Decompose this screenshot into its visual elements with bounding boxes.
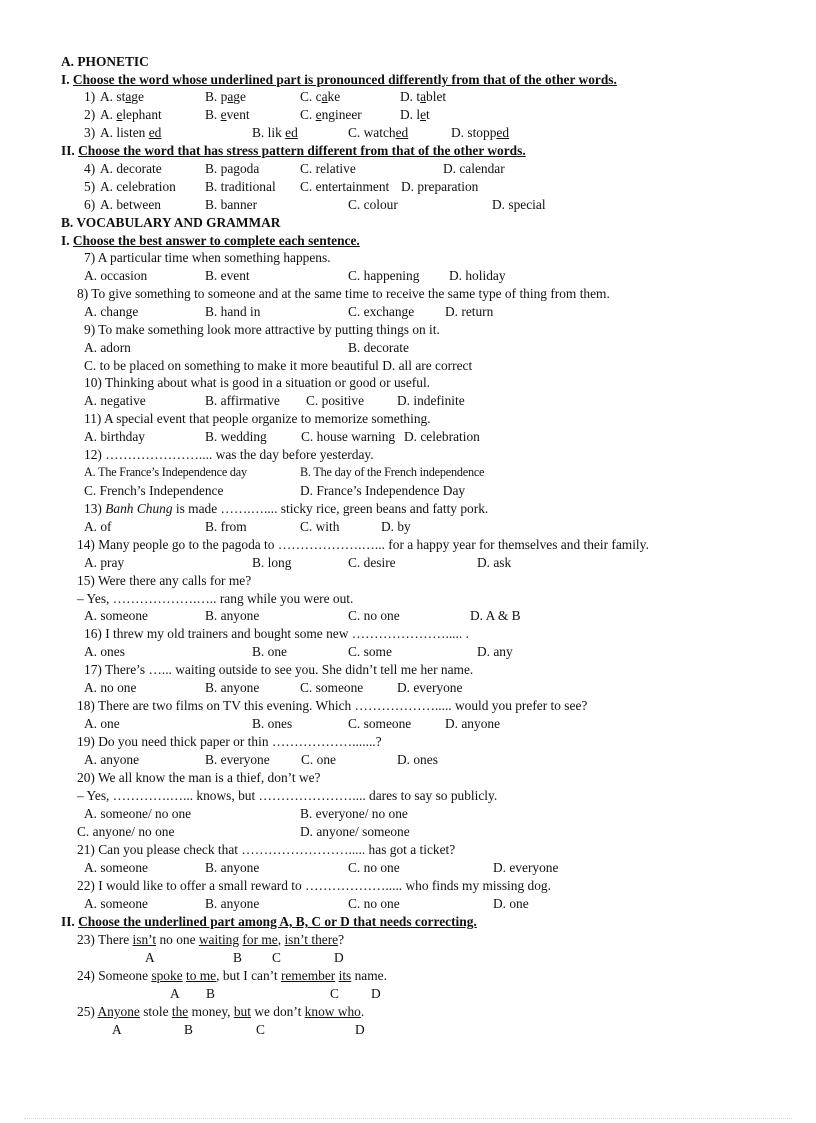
option: C. with bbox=[300, 519, 340, 534]
question-stem: 15) Were there any calls for me? bbox=[77, 573, 252, 588]
section-a-title: A. PHONETIC bbox=[61, 54, 149, 69]
question-number: 1) bbox=[84, 89, 96, 104]
option: D. everyone bbox=[493, 860, 559, 875]
option: A. of bbox=[84, 519, 112, 534]
option: A. one bbox=[84, 716, 120, 731]
option-letter: D bbox=[355, 1022, 365, 1037]
option: B. anyone bbox=[205, 680, 260, 695]
option: A. anyone bbox=[84, 752, 140, 767]
option: C. happening bbox=[348, 268, 420, 283]
section-b-title: B. VOCABULARY AND GRAMMAR bbox=[61, 215, 281, 230]
section-a-part2-heading: II. Choose the word that has stress pattern different from that of the other words. bbox=[61, 143, 526, 158]
question-number: 6) bbox=[84, 197, 96, 212]
option: B. anyone bbox=[205, 860, 260, 875]
option: C. one bbox=[301, 752, 336, 767]
question-stem: 20) We all know the man is a thief, don’t we? bbox=[77, 770, 321, 785]
option: A. decorate bbox=[100, 161, 162, 176]
option: B. banner bbox=[205, 197, 258, 212]
option: A. change bbox=[84, 304, 139, 319]
part-number: I. bbox=[61, 72, 70, 87]
option: C. some bbox=[348, 644, 392, 659]
option: B. everyone/ no one bbox=[300, 806, 408, 821]
question-stem: 14) Many people go to the pagoda to ……………….…... for a happy year for themselves and their family. bbox=[77, 537, 649, 552]
option: B. everyone bbox=[205, 752, 270, 767]
page-bottom-divider bbox=[24, 1118, 792, 1119]
option: B. hand in bbox=[205, 304, 261, 319]
option: C. watched bbox=[348, 125, 409, 140]
question-stem: 17) There’s …... waiting outside to see you. She didn’t tell me her name. bbox=[84, 662, 474, 677]
option: D. any bbox=[477, 644, 513, 659]
option: A. The France’s Independence day bbox=[84, 465, 247, 479]
option: B. event bbox=[205, 268, 250, 283]
error-sentence: 25) Anyone stole the money, but we don’t know who. bbox=[77, 1004, 365, 1019]
option-letter: A bbox=[112, 1022, 122, 1037]
option: A. someone bbox=[84, 860, 148, 875]
option: C. engineer bbox=[300, 107, 362, 122]
option: A. pray bbox=[84, 555, 125, 570]
question-stem: 16) I threw my old trainers and bought some new …………………..... . bbox=[84, 626, 469, 641]
option: B. one bbox=[252, 644, 287, 659]
option-letter: C bbox=[330, 986, 339, 1001]
option: D. ones bbox=[397, 752, 438, 767]
question-stem: – Yes, ……………….….. rang while you were out. bbox=[77, 591, 354, 606]
option: D. return bbox=[445, 304, 494, 319]
question-stem: 10) Thinking about what is good in a situation or good or useful. bbox=[84, 375, 431, 390]
option: C. no one bbox=[348, 896, 400, 911]
option: A. occasion bbox=[84, 268, 148, 283]
option: C. house warning bbox=[301, 429, 396, 444]
option-letter: B bbox=[184, 1022, 193, 1037]
option: A. birthday bbox=[84, 429, 145, 444]
section-a-part1-heading bbox=[61, 71, 617, 88]
option: D. anyone/ someone bbox=[300, 824, 410, 839]
option: B. affirmative bbox=[205, 393, 280, 408]
option: D. A & B bbox=[470, 608, 521, 623]
question-number: 2) bbox=[84, 107, 96, 122]
option: B. traditional bbox=[205, 179, 276, 194]
option: D. ask bbox=[477, 555, 512, 570]
option: A. no one bbox=[84, 680, 137, 695]
option-letter: D bbox=[371, 986, 381, 1001]
option: D. everyone bbox=[397, 680, 463, 695]
option: D. special bbox=[492, 197, 546, 212]
question-stem: 11) A special event that people organize to memorize something. bbox=[84, 411, 431, 426]
option: C. positive bbox=[306, 393, 365, 408]
option: C. no one bbox=[348, 608, 400, 623]
option: A. ones bbox=[84, 644, 125, 659]
option: B. from bbox=[205, 519, 247, 534]
question-stem: 8) To give something to someone and at the same time to receive the same type of thing from them. bbox=[77, 286, 610, 301]
option: B. pagoda bbox=[205, 161, 260, 176]
option-letter: B bbox=[206, 986, 215, 1001]
option: C. desire bbox=[348, 555, 396, 570]
question-stem: 21) Can you please check that ……………………..... has got a ticket? bbox=[77, 842, 456, 857]
option: B. page bbox=[205, 89, 246, 104]
option: A. elephant bbox=[100, 107, 162, 122]
question-number: 3) bbox=[84, 125, 96, 140]
option: A. someone bbox=[84, 608, 148, 623]
option: A. listen ed bbox=[100, 125, 162, 140]
option: C. colour bbox=[348, 197, 398, 212]
option-letter: B bbox=[233, 950, 242, 965]
question-stem: 22) I would like to offer a small reward to ………………..... who finds my missing dog. bbox=[77, 878, 551, 893]
option-letter: C bbox=[272, 950, 281, 965]
option: D. calendar bbox=[443, 161, 505, 176]
instruction: Choose the underlined part among A, B, C or D that needs correcting. bbox=[78, 914, 477, 929]
option-letter: A bbox=[170, 986, 180, 1001]
option: D. let bbox=[400, 107, 430, 122]
option: A. someone/ no one bbox=[84, 806, 192, 821]
option: D. tablet bbox=[400, 89, 447, 104]
option: D. by bbox=[381, 519, 411, 534]
instruction: Choose the best answer to complete each sentence. bbox=[72, 233, 360, 248]
error-sentence: 23) There isn’t no one waiting for me, isn’t there? bbox=[77, 932, 345, 947]
option: C. someone bbox=[348, 716, 412, 731]
option: D. indefinite bbox=[397, 393, 465, 408]
question-stem: 13) Banh Chung is made …….….... sticky rice, green beans and fatty pork. bbox=[84, 501, 489, 516]
option: D. preparation bbox=[401, 179, 479, 194]
instruction: Choose the word that has stress pattern different from that of the other words. bbox=[78, 143, 526, 158]
section-b-part2-heading: II. Choose the underlined part among A, B, C or D that needs correcting. bbox=[61, 914, 477, 929]
option: D. anyone bbox=[445, 716, 501, 731]
question-number: 5) bbox=[84, 179, 96, 194]
option: C. relative bbox=[300, 161, 356, 176]
option: A. between bbox=[100, 197, 161, 212]
section-b-part1-heading: I. Choose the best answer to complete each sentence. bbox=[61, 233, 360, 248]
option: C. anyone/ no one bbox=[77, 824, 175, 839]
option: B. decorate bbox=[348, 340, 409, 355]
option: C. exchange bbox=[348, 304, 415, 319]
option: A. someone bbox=[84, 896, 148, 911]
option: A. adorn bbox=[84, 340, 131, 355]
option: C. French’s Independence bbox=[84, 483, 224, 498]
option: A. stage bbox=[100, 89, 144, 104]
option: B. ones bbox=[252, 716, 293, 731]
option: B. anyone bbox=[205, 896, 260, 911]
option: D. holiday bbox=[449, 268, 506, 283]
question-stem: 9) To make something look more attractive by putting things on it. bbox=[84, 322, 440, 337]
option: B. wedding bbox=[205, 429, 267, 444]
option: C. no one bbox=[348, 860, 400, 875]
question-stem: 18) There are two films on TV this evening. Which ………………..... would you prefer to see? bbox=[77, 698, 588, 713]
option: C. entertainment bbox=[300, 179, 390, 194]
option: B. lik ed bbox=[252, 125, 298, 140]
error-sentence: 24) Someone spoke to me, but I can’t remember its name. bbox=[77, 968, 387, 983]
option: D. one bbox=[493, 896, 529, 911]
option: A. celebration bbox=[100, 179, 176, 194]
option: A. negative bbox=[84, 393, 146, 408]
option: B. event bbox=[205, 107, 250, 122]
question-stem: – Yes, ………….…... knows, but ………………….... dares to say so publicly. bbox=[77, 788, 498, 803]
option-letter: D bbox=[334, 950, 344, 965]
option: C. cake bbox=[300, 89, 341, 104]
option: D. celebration bbox=[404, 429, 480, 444]
option: B. anyone bbox=[205, 608, 260, 623]
question-number: 4) bbox=[84, 161, 96, 176]
option: B. The day of the French independence bbox=[300, 465, 485, 479]
question-stem: 19) Do you need thick paper or thin ……………….......? bbox=[77, 734, 382, 749]
option: C. someone bbox=[300, 680, 364, 695]
option-letter: C bbox=[256, 1022, 265, 1037]
instruction: Choose the word whose underlined part is pronounced differently from that of the other words. bbox=[72, 72, 617, 87]
question-stem: 12) ………………….... was the day before yesterday. bbox=[84, 447, 374, 462]
option: D. France’s Independence Day bbox=[300, 483, 466, 498]
option: C. to be placed on something to make it more beautiful D. all are correct bbox=[84, 358, 473, 373]
option-letter: A bbox=[145, 950, 155, 965]
option: B. long bbox=[252, 555, 292, 570]
option: D. stopped bbox=[451, 125, 510, 140]
question-stem: 7) A particular time when something happens. bbox=[84, 250, 331, 265]
